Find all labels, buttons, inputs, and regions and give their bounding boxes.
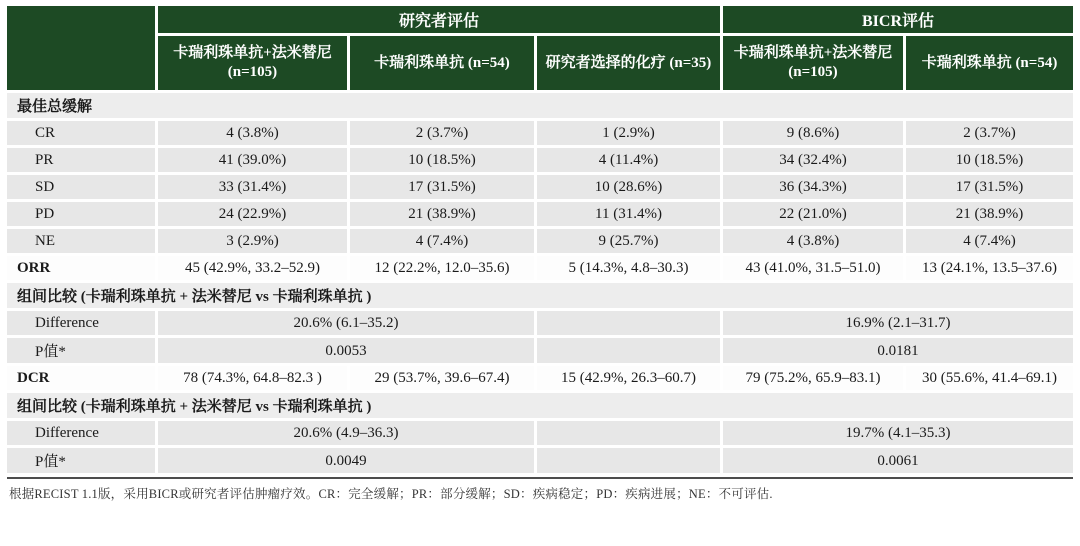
- section-label: 组间比较 (卡瑞利珠单抗 + 法米替尼 vs 卡瑞利珠单抗 ): [7, 393, 1073, 421]
- assessment-group-row: [7, 6, 1073, 36]
- table-row-orr: [7, 256, 1073, 283]
- column-header-3: 卡瑞利珠单抗+法米替尼 (n=105): [723, 36, 906, 93]
- table-row-pr: [7, 148, 1073, 175]
- column-header-4: 卡瑞利珠单抗 (n=54): [906, 36, 1073, 93]
- column-header-1: 卡瑞利珠单抗 (n=54): [350, 36, 537, 93]
- investigator-comparison-value: 20.6% (6.1–35.2): [158, 311, 537, 338]
- column-header-0: 卡瑞利珠单抗+法米替尼 (n=105): [158, 36, 350, 93]
- cell: 21 (38.9%): [906, 202, 1073, 229]
- row-label: SD: [7, 175, 158, 202]
- investigator-comparison-value: 20.6% (4.9–36.3): [158, 421, 537, 448]
- cell: 45 (42.9%, 33.2–52.9): [158, 256, 350, 283]
- cell: 9 (8.6%): [723, 121, 906, 148]
- chemo-empty-cell: [537, 448, 723, 476]
- cell: 4 (11.4%): [537, 148, 723, 175]
- cell: 43 (41.0%, 31.5–51.0): [723, 256, 906, 283]
- row-label: NE: [7, 229, 158, 256]
- cell: 33 (31.4%): [158, 175, 350, 202]
- bicr-comparison-value: 16.9% (2.1–31.7): [723, 311, 1073, 338]
- cell: 21 (38.9%): [350, 202, 537, 229]
- corner-cell: [7, 6, 158, 93]
- group-header-bicr: BICR评估: [723, 6, 1073, 36]
- cell: 3 (2.9%): [158, 229, 350, 256]
- section-row: [7, 93, 1073, 121]
- comparison-row: [7, 311, 1073, 338]
- bicr-comparison-value: 0.0181: [723, 338, 1073, 366]
- row-label: DCR: [7, 366, 158, 393]
- chemo-empty-cell: [537, 311, 723, 338]
- column-header-row: [7, 36, 1073, 93]
- bicr-comparison-value: 0.0061: [723, 448, 1073, 476]
- cell: 22 (21.0%): [723, 202, 906, 229]
- cell: 17 (31.5%): [906, 175, 1073, 202]
- chemo-empty-cell: [537, 421, 723, 448]
- cell: 10 (28.6%): [537, 175, 723, 202]
- row-label: Difference: [7, 421, 158, 448]
- row-label: PR: [7, 148, 158, 175]
- cell: 1 (2.9%): [537, 121, 723, 148]
- cell: 36 (34.3%): [723, 175, 906, 202]
- cell: 4 (7.4%): [906, 229, 1073, 256]
- row-label: CR: [7, 121, 158, 148]
- cell: 30 (55.6%, 41.4–69.1): [906, 366, 1073, 393]
- column-header-2: 研究者选择的化疗 (n=35): [537, 36, 723, 93]
- comparison-row: [7, 421, 1073, 448]
- table-row-cr: [7, 121, 1073, 148]
- cell: 12 (22.2%, 12.0–35.6): [350, 256, 537, 283]
- cell: 11 (31.4%): [537, 202, 723, 229]
- table-body: [7, 93, 1073, 476]
- row-label: P值*: [7, 338, 158, 366]
- section-label: 组间比较 (卡瑞利珠单抗 + 法米替尼 vs 卡瑞利珠单抗 ): [7, 283, 1073, 311]
- cell: 79 (75.2%, 65.9–83.1): [723, 366, 906, 393]
- row-label: ORR: [7, 256, 158, 283]
- row-label: PD: [7, 202, 158, 229]
- cell: 2 (3.7%): [350, 121, 537, 148]
- table-header: [7, 6, 1073, 93]
- investigator-comparison-value: 0.0049: [158, 448, 537, 476]
- section-label: 最佳总缓解: [7, 93, 1073, 121]
- cell: 41 (39.0%): [158, 148, 350, 175]
- cell: 4 (3.8%): [723, 229, 906, 256]
- cell: 24 (22.9%): [158, 202, 350, 229]
- footnote: 根据RECIST 1.1版，采用BICR或研究者评估肿瘤疗效。CR：完全缓解；PR：部分缓解；SD：疾病稳定；PD：疾病进展；NE：不可评估.: [7, 477, 1073, 502]
- cell: 4 (7.4%): [350, 229, 537, 256]
- cell: 9 (25.7%): [537, 229, 723, 256]
- cell: 29 (53.7%, 39.6–67.4): [350, 366, 537, 393]
- comparison-row: [7, 338, 1073, 366]
- row-label: Difference: [7, 311, 158, 338]
- cell: 17 (31.5%): [350, 175, 537, 202]
- table-row-ne: [7, 229, 1073, 256]
- cell: 34 (32.4%): [723, 148, 906, 175]
- cell: 2 (3.7%): [906, 121, 1073, 148]
- row-label: P值*: [7, 448, 158, 476]
- cell: 10 (18.5%): [350, 148, 537, 175]
- cell: 13 (24.1%, 13.5–37.6): [906, 256, 1073, 283]
- investigator-comparison-value: 0.0053: [158, 338, 537, 366]
- cell: 78 (74.3%, 64.8–82.3 ): [158, 366, 350, 393]
- comparison-row: [7, 448, 1073, 476]
- section-row: [7, 283, 1073, 311]
- group-header-investigator: 研究者评估: [158, 6, 723, 36]
- table-row-dcr: [7, 366, 1073, 393]
- cell: 10 (18.5%): [906, 148, 1073, 175]
- bicr-comparison-value: 19.7% (4.1–35.3): [723, 421, 1073, 448]
- cell: 4 (3.8%): [158, 121, 350, 148]
- section-row: [7, 393, 1073, 421]
- table-row-pd: [7, 202, 1073, 229]
- efficacy-results-table: [7, 6, 1073, 476]
- cell: 5 (14.3%, 4.8–30.3): [537, 256, 723, 283]
- chemo-empty-cell: [537, 338, 723, 366]
- cell: 15 (42.9%, 26.3–60.7): [537, 366, 723, 393]
- table-row-sd: [7, 175, 1073, 202]
